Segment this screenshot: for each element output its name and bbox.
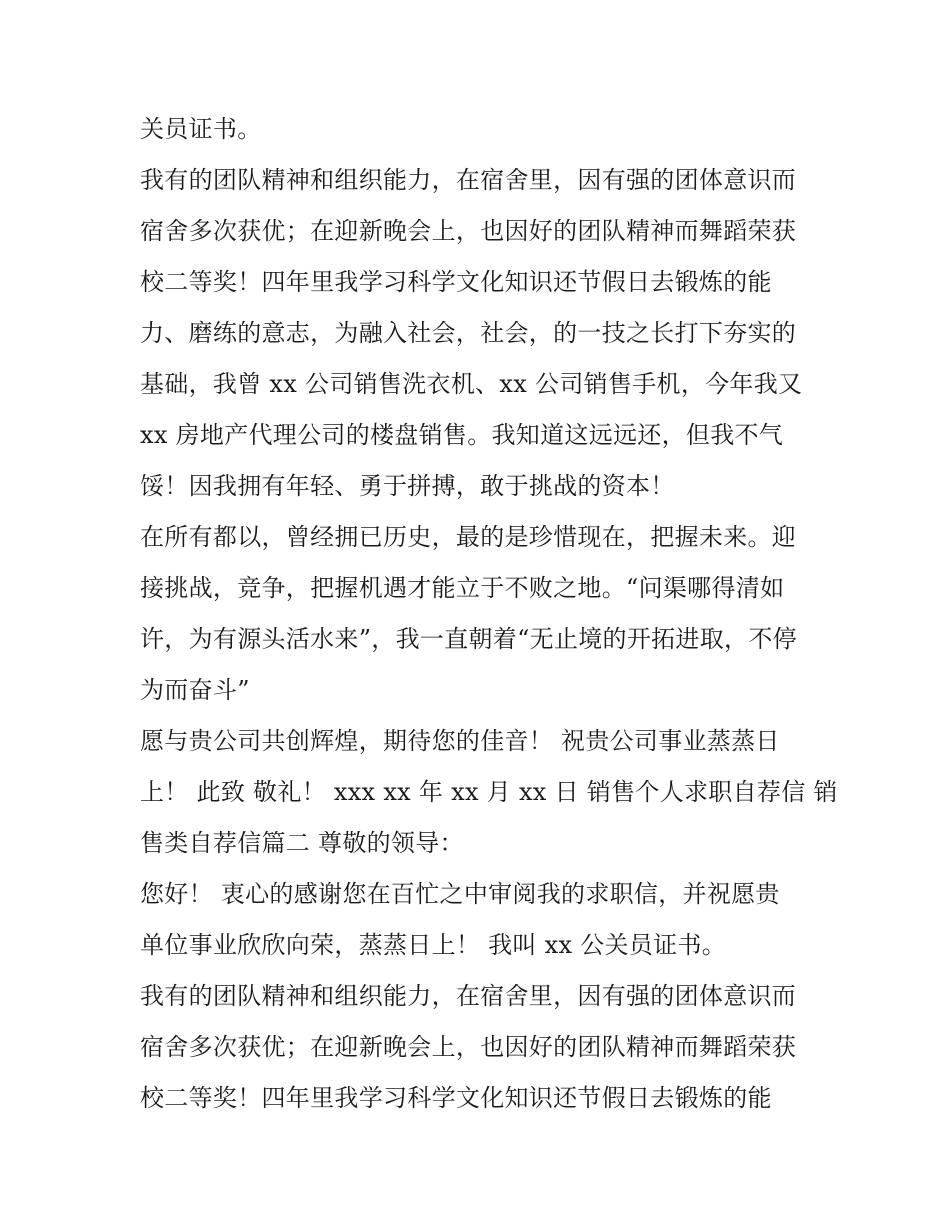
text-line: 单位事业欣欣向荣，蒸蒸日上！ 我叫 xx 公关员证书。 (140, 931, 727, 959)
text-line: 售类自荐信篇二 尊敬的领导： (140, 829, 464, 857)
text-line: 校二等奖！四年里我学习科学文化知识还节假日去锻炼的能 (140, 268, 772, 296)
text-line: 关员证书。 (140, 115, 262, 143)
text-line: 宿舍多次获优；在迎新晚会上，也因好的团队精神而舞蹈荣获 (140, 1033, 797, 1061)
text-line: xx 房地产代理公司的楼盘销售。我知道这远远还，但我不气 (140, 421, 784, 449)
text-line: 您好！ 衷心的感谢您在百忙之中审阅我的求职信，并祝愿贵 (140, 880, 780, 908)
text-line: 馁！因我拥有年轻、勇于拼搏，敢于挑战的资本！ (140, 472, 675, 500)
text-line: 愿与贵公司共创辉煌，期待您的佳音！ 祝贵公司事业蒸蒸日 (140, 727, 780, 755)
text-line: 我有的团队精神和组织能力，在宿舍里，因有强的团体意识而 (140, 982, 797, 1010)
text-line: 在所有都以，曾经拥已历史，最的是珍惜现在，把握未来。迎 (140, 523, 797, 551)
text-line: 许，为有源头活水来”，我一直朝着“无止境的开拓进取，不停 (140, 625, 797, 653)
text-line: 基础，我曾 xx 公司销售洗衣机、xx 公司销售手机，今年我又 (140, 370, 803, 398)
text-line: 我有的团队精神和组织能力，在宿舍里，因有强的团体意识而 (140, 166, 797, 194)
text-line: 接挑战，竞争，把握机遇才能立于不败之地。“问渠哪得清如 (140, 574, 785, 602)
text-line: 宿舍多次获优；在迎新晚会上，也因好的团队精神而舞蹈荣获 (140, 217, 797, 245)
text-line: 为而奋斗” (140, 676, 250, 704)
text-line: 力、磨练的意志，为融入社会，社会，的一技之长打下夯实的 (140, 319, 797, 347)
text-line: 上！ 此致 敬礼！ xxx xx 年 xx 月 xx 日 销售个人求职自荐信 销 (140, 778, 838, 806)
text-line: 校二等奖！四年里我学习科学文化知识还节假日去锻炼的能 (140, 1084, 772, 1112)
